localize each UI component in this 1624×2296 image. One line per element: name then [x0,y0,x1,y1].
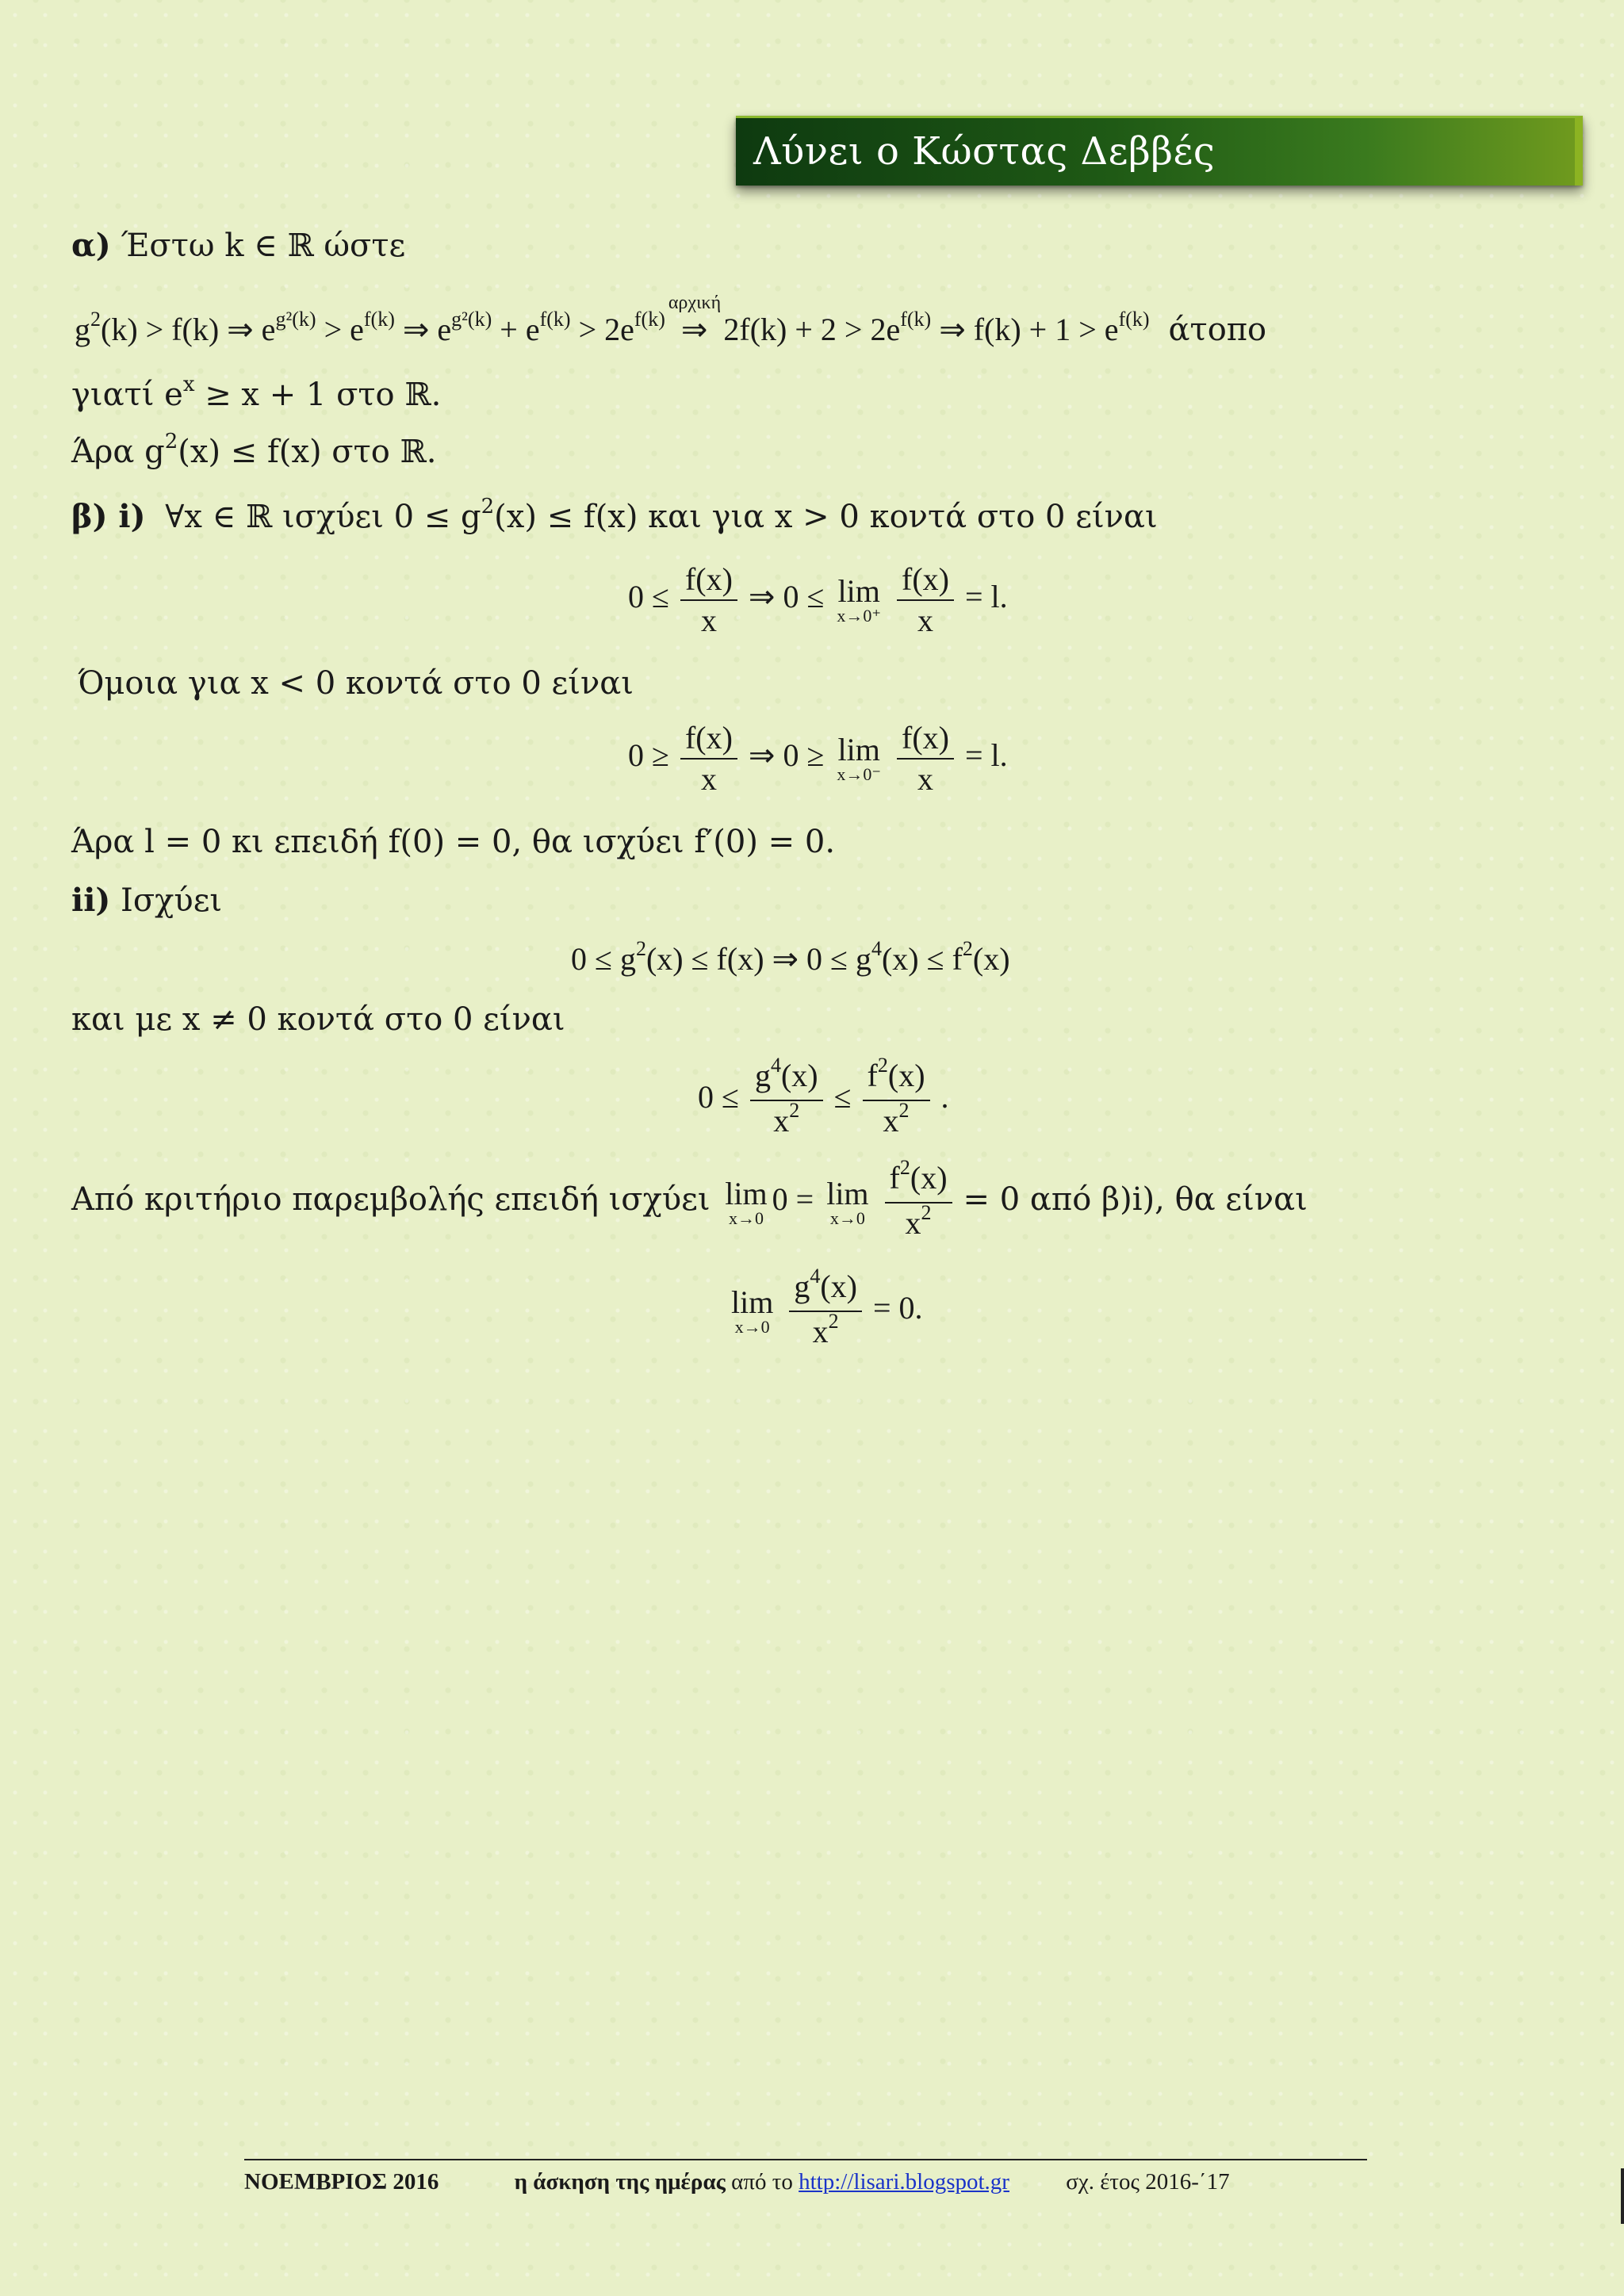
footer-month: ΝΟΕΜΒΡΙΟΣ 2016 [244,2169,439,2195]
page-edge-mark [1621,2168,1624,2224]
fraction-denominator [789,1312,862,1356]
reason-text: γιατί e [71,377,183,413]
chain-exponent: f(k) [363,308,395,331]
limit-word: lim [731,1284,774,1320]
fraction-numerator [863,1056,930,1101]
frac-exponent: 4 [770,1054,781,1077]
footer-year: σχ. έτος 2016-΄17 [1066,2169,1230,2195]
chain-part: + e [492,312,540,347]
eq-text: = 0. [872,1290,923,1326]
fraction [680,718,737,799]
chain-exponent: g²(k) [451,308,492,331]
fraction-numerator: f(x) [897,560,954,601]
part-a-result [71,430,437,475]
fraction [750,1056,823,1145]
labeled-arrow [668,293,722,349]
fraction-denominator [885,1200,952,1247]
fraction-denominator: x [917,761,933,797]
statement-text: (x) ≤ f(x) και για x > 0 κοντά στο 0 είναι [494,499,1158,535]
frac-text: f [889,1159,900,1196]
footer [244,2169,1367,2195]
frac-exponent: 2 [898,1099,910,1122]
header-title: Λύνει ο Κώστας Δεββές [753,129,1216,174]
frac-exponent: 2 [899,1155,910,1179]
limit-word: lim [826,1175,869,1211]
frac-text: g [754,1058,771,1093]
chain-part: g [75,312,90,347]
squeeze-statement [71,1156,1308,1247]
header-banner [736,116,1583,186]
limit-word: lim [837,573,880,609]
reason-text: ≥ x + 1 στο ℝ. [194,377,442,413]
eq-text: . [940,1079,949,1115]
fraction [680,560,737,641]
part-a-chain [75,293,1267,353]
footer-from: από το [725,2169,799,2195]
result-text: Άρα g [71,434,165,470]
fraction-numerator: f(x) [897,718,954,760]
part-a-intro [71,227,405,265]
chain-exponent: f(k) [539,308,571,331]
limit-condition: x→0 [728,1207,764,1228]
frac-exponent: 2 [828,1310,839,1333]
squeeze-fractions [698,1056,949,1145]
part-a-label: α) [71,227,111,264]
limit [731,1284,774,1337]
fraction [897,718,954,799]
chain-exponent: f(k) [1118,308,1150,331]
limit-condition: x→0⁻ [837,764,882,784]
chain-part: > e [316,312,364,347]
eq-text: ⇒ 0 ≥ [748,737,825,774]
chain-part: (k) > f(k) ⇒ e [101,312,276,347]
limit [826,1175,869,1228]
final-limit [726,1267,923,1356]
part-a-intro-text: Έστω k ∈ ℝ ώστε [121,228,406,264]
limit-word: lim [837,732,880,767]
chain-exponent: g²(k) [275,308,316,331]
squeeze-text: = 0 από β)i), θα είναι [963,1181,1308,1218]
frac-text: (x) [910,1159,948,1196]
frac-text: x [905,1204,921,1241]
fraction-denominator: x [917,603,933,638]
ineq-exponent: 4 [871,937,882,960]
chain-part: ⇒ f(k) + 1 > e [931,312,1119,347]
eq-text: 0 ≤ [698,1079,739,1115]
limit-condition: x→0⁺ [837,606,882,626]
frac-text: (x) [780,1058,818,1093]
fraction-numerator [750,1056,823,1101]
frac-text: g [794,1269,810,1304]
equation-left-limit [628,718,1008,799]
frac-text: x [812,1314,829,1349]
ineq-text: 0 ≤ g [571,941,636,977]
inequality-chain [571,937,1010,978]
footer-divider [244,2159,1367,2160]
eq-text: = l. [964,579,1008,615]
chain-part: > 2e [570,312,634,347]
part-b2-intro [71,882,222,920]
limit [725,1175,768,1228]
frac-exponent: 2 [789,1099,800,1122]
arrow-label: αρχική [668,293,722,313]
part-b1-label: β) i) [71,498,146,535]
eq-text: = l. [964,737,1008,774]
reason-exponent: x [182,373,195,396]
fraction-denominator [750,1101,823,1145]
ineq-exponent: 2 [635,937,646,960]
limit [837,734,881,783]
fraction-numerator [885,1155,952,1203]
fraction [897,560,954,641]
fraction-denominator: x [700,761,717,797]
result-text: (x) ≤ f(x) στο ℝ. [178,434,437,470]
part-b1-result: Άρα l = 0 κι επειδή f(0) = 0, θα ισχύει f′(0) = 0. [71,824,836,860]
eq-text: ≤ [833,1079,852,1115]
limit [837,573,882,626]
chain-exponent: f(k) [900,308,932,331]
frac-exponent: 2 [877,1054,888,1077]
part-a-reason [71,373,442,418]
squeeze-text: Από κριτήριο παρεμβολής επειδή ισχύει [71,1181,710,1218]
frac-text: x [883,1103,899,1138]
limit-condition: x→0 [829,1207,865,1228]
frac-exponent: 4 [810,1265,821,1288]
part-b2-label: ii) [71,882,111,919]
eq-text: 0 ≤ [628,579,669,615]
chain-part: 2f(k) + 2 > 2e [715,312,901,347]
footer-title: η άσκηση της ημέρας [514,2169,726,2195]
contradiction-word: άτοπο [1168,312,1267,348]
chain-exponent: 2 [90,308,101,331]
frac-text: (x) [887,1058,925,1093]
fraction-denominator [863,1101,930,1145]
fraction-denominator: x [700,603,717,638]
part-b1-similarly: Όμοια για x < 0 κοντά στο 0 είναι [78,665,634,702]
eq-text: 0 = [772,1181,814,1217]
equation-right-limit [628,560,1008,641]
chain-part: ⇒ e [394,312,452,347]
limit-word: lim [725,1175,768,1211]
chain-exponent: f(k) [634,308,665,331]
fraction [789,1267,862,1356]
eq-text: 0 ≥ [628,737,669,774]
fraction [863,1056,930,1145]
part-b2-intro-text: Ισχύει [121,882,223,919]
ineq-exponent: 2 [962,937,973,960]
ineq-text: (x) ≤ f(x) ⇒ 0 ≤ g [645,941,871,977]
ineq-text: (x) [972,941,1010,977]
statement-text: ∀x ∈ ℝ ισχύει 0 ≤ g [165,499,481,535]
ineq-text: (x) ≤ f [881,941,963,977]
statement-exponent: 2 [481,495,495,519]
frac-exponent: 2 [921,1200,932,1224]
footer-link[interactable]: http://lisari.blogspot.gr [799,2169,1009,2195]
arrow: ⇒ [680,312,708,347]
frac-text: x [773,1103,790,1138]
eq-text: ⇒ 0 ≤ [748,579,825,615]
limit-condition: x→0 [734,1317,770,1337]
frac-text: f [867,1058,878,1093]
fraction-numerator: f(x) [680,560,737,601]
part-b1-statement [71,495,1158,540]
fraction-numerator: f(x) [680,718,737,760]
fraction [885,1155,952,1247]
frac-text: (x) [820,1269,857,1304]
result-exponent: 2 [164,430,178,453]
fraction-numerator [789,1267,862,1312]
part-b2-nonzero: και με x ≠ 0 κοντά στο 0 είναι [71,1001,565,1038]
